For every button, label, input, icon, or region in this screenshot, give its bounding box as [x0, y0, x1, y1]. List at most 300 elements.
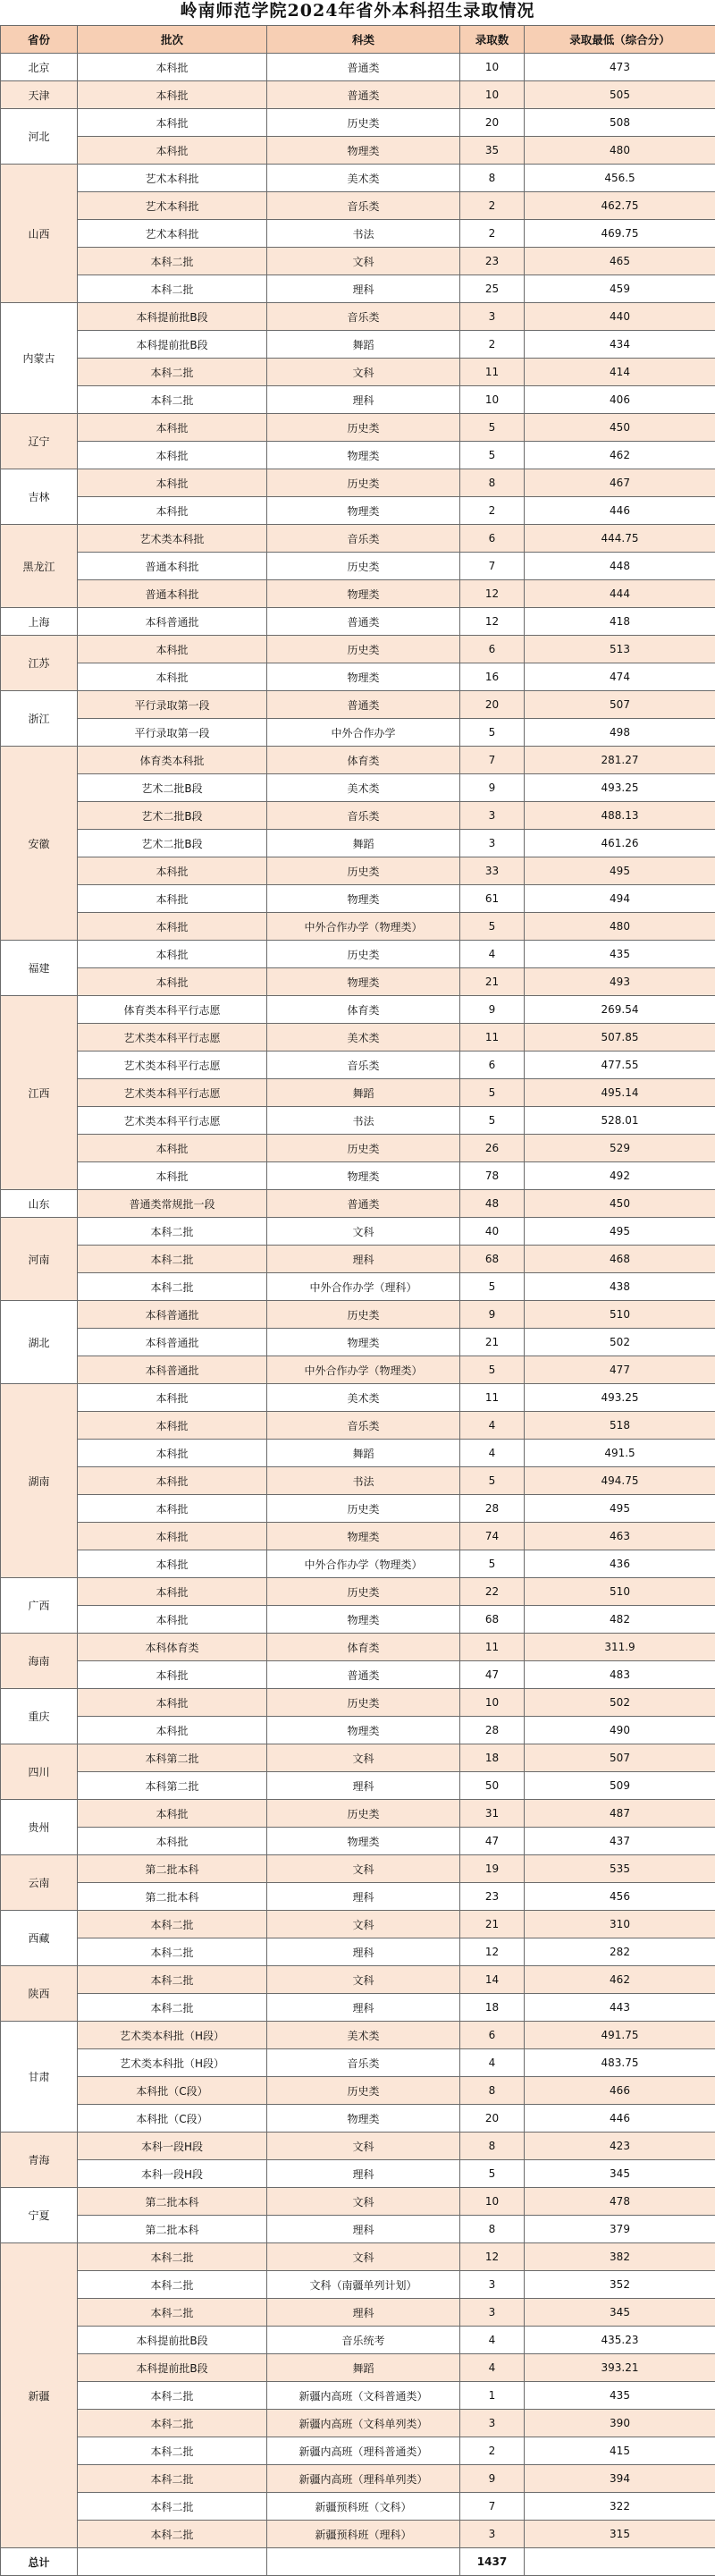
cell-batch: 本科批 [78, 54, 267, 81]
cell-category: 中外合作办学 [267, 719, 460, 747]
cell-admitted-count: 21 [460, 1911, 525, 1938]
cell-province: 西藏 [1, 1911, 78, 1966]
cell-batch: 体育类本科平行志愿 [78, 996, 267, 1024]
cell-min-score: 311.9 [525, 1634, 715, 1661]
cell-batch: 本科一段H段 [78, 2160, 267, 2188]
cell-min-score: 510 [525, 1301, 715, 1329]
cell-province: 上海 [1, 608, 78, 636]
cell-batch: 本科批 [78, 442, 267, 469]
cell-min-score: 379 [525, 2216, 715, 2243]
cell-category: 理科 [267, 1994, 460, 2022]
cell-admitted-count: 8 [460, 2077, 525, 2105]
table-row [1, 1661, 715, 1689]
cell-admitted-count: 11 [460, 1024, 525, 1052]
cell-batch: 本科普通批 [78, 1329, 267, 1356]
cell-admitted-count: 5 [460, 442, 525, 469]
cell-category: 新疆预科班（理科） [267, 2521, 460, 2548]
cell-category: 普通类 [267, 81, 460, 109]
table-row [1, 719, 715, 747]
table-row [1, 54, 715, 81]
cell-category: 音乐类 [267, 303, 460, 331]
cell-province: 浙江 [1, 691, 78, 747]
table-row [1, 2299, 715, 2327]
table-row [1, 1356, 715, 1384]
cell-min-score: 495.14 [525, 1079, 715, 1107]
cell-batch: 本科二批 [78, 2493, 267, 2521]
cell-admitted-count: 35 [460, 137, 525, 165]
cell-batch: 艺术本科批 [78, 220, 267, 248]
cell-category: 舞蹈 [267, 331, 460, 359]
cell-category: 音乐类 [267, 525, 460, 553]
cell-min-score: 493.25 [525, 774, 715, 802]
header-category: 科类 [267, 26, 460, 54]
cell-batch: 平行录取第一段 [78, 719, 267, 747]
table-row [1, 2160, 715, 2188]
cell-min-score: 281.27 [525, 747, 715, 774]
cell-admitted-count: 4 [460, 1440, 525, 1467]
cell-category: 舞蹈 [267, 830, 460, 857]
cell-admitted-count: 14 [460, 1966, 525, 1994]
cell-province: 贵州 [1, 1800, 78, 1855]
cell-province: 江苏 [1, 636, 78, 691]
cell-batch: 艺术类本科批（H段） [78, 2049, 267, 2077]
table-row [1, 553, 715, 580]
cell-batch: 本科批 [78, 857, 267, 885]
cell-batch: 艺术二批B段 [78, 774, 267, 802]
cell-admitted-count: 23 [460, 1883, 525, 1911]
cell-category: 物理类 [267, 580, 460, 608]
cell-admitted-count: 61 [460, 885, 525, 913]
cell-admitted-count: 47 [460, 1661, 525, 1689]
cell-category: 文科 [267, 1744, 460, 1772]
cell-province: 吉林 [1, 469, 78, 525]
cell-batch: 普通本科批 [78, 553, 267, 580]
table-row [1, 1966, 715, 1994]
cell-admitted-count: 8 [460, 2216, 525, 2243]
table-row [1, 109, 715, 137]
cell-category: 历史类 [267, 1495, 460, 1523]
admission-table [0, 25, 715, 2576]
cell-batch: 本科二批 [78, 386, 267, 414]
table-row [1, 2382, 715, 2410]
cell-category: 物理类 [267, 137, 460, 165]
cell-admitted-count: 3 [460, 2271, 525, 2299]
table-row [1, 1052, 715, 1079]
cell-batch: 本科批 [78, 1467, 267, 1495]
cell-admitted-count: 10 [460, 54, 525, 81]
cell-category: 文科 [267, 1966, 460, 1994]
cell-admitted-count: 25 [460, 275, 525, 303]
cell-category: 普通类 [267, 54, 460, 81]
cell-admitted-count: 10 [460, 81, 525, 109]
cell-admitted-count: 11 [460, 1384, 525, 1412]
cell-category: 美术类 [267, 1024, 460, 1052]
cell-admitted-count: 7 [460, 553, 525, 580]
cell-min-score: 450 [525, 1190, 715, 1218]
cell-min-score: 446 [525, 2105, 715, 2133]
table-row [1, 1550, 715, 1578]
cell-admitted-count: 10 [460, 1689, 525, 1717]
cell-province: 北京 [1, 54, 78, 81]
table-row [1, 220, 715, 248]
cell-category: 文科 [267, 1218, 460, 1246]
cell-category: 理科 [267, 275, 460, 303]
cell-min-score: 495 [525, 1495, 715, 1523]
cell-category: 物理类 [267, 2105, 460, 2133]
cell-province: 山东 [1, 1190, 78, 1218]
cell-admitted-count: 19 [460, 1855, 525, 1883]
cell-batch: 本科批 [78, 497, 267, 525]
table-row [1, 1855, 715, 1883]
cell-province: 四川 [1, 1744, 78, 1800]
cell-admitted-count: 5 [460, 414, 525, 442]
cell-admitted-count: 12 [460, 608, 525, 636]
cell-category: 新疆内高班（理科普通类） [267, 2437, 460, 2465]
cell-batch: 本科批 [78, 137, 267, 165]
cell-category: 物理类 [267, 1523, 460, 1550]
table-row [1, 2327, 715, 2354]
table-row [1, 691, 715, 719]
table-row [1, 1828, 715, 1855]
cell-category: 理科 [267, 1883, 460, 1911]
table-row [1, 497, 715, 525]
cell-province: 河南 [1, 1218, 78, 1301]
cell-admitted-count: 6 [460, 525, 525, 553]
cell-min-score: 502 [525, 1689, 715, 1717]
cell-min-score: 435 [525, 2382, 715, 2410]
cell-category: 理科 [267, 386, 460, 414]
table-row [1, 1329, 715, 1356]
table-row [1, 1772, 715, 1800]
cell-admitted-count: 5 [460, 719, 525, 747]
cell-category: 文科 [267, 1911, 460, 1938]
cell-batch: 本科批 [78, 1828, 267, 1855]
cell-category: 物理类 [267, 1717, 460, 1744]
cell-admitted-count: 7 [460, 747, 525, 774]
cell-batch: 普通本科批 [78, 580, 267, 608]
cell-batch: 本科二批 [78, 2521, 267, 2548]
table-row [1, 1024, 715, 1052]
header-min-score: 录取最低（综合分） [525, 26, 715, 54]
cell-batch: 本科批 [78, 1523, 267, 1550]
cell-category: 理科 [267, 2216, 460, 2243]
cell-batch: 本科体育类 [78, 1634, 267, 1661]
table-row [1, 1190, 715, 1218]
cell-min-score: 474 [525, 663, 715, 691]
cell-min-score: 468 [525, 1246, 715, 1273]
table-row [1, 913, 715, 941]
cell-admitted-count: 40 [460, 1218, 525, 1246]
cell-min-score: 269.54 [525, 996, 715, 1024]
cell-min-score: 507 [525, 691, 715, 719]
cell-category: 理科 [267, 2160, 460, 2188]
cell-batch: 第二批本科 [78, 1855, 267, 1883]
header-admitted-count: 录取数 [460, 26, 525, 54]
cell-batch: 本科二批 [78, 1218, 267, 1246]
cell-province: 宁夏 [1, 2188, 78, 2243]
cell-admitted-count: 2 [460, 2437, 525, 2465]
cell-admitted-count: 11 [460, 1634, 525, 1661]
cell-admitted-count: 22 [460, 1578, 525, 1606]
cell-min-score: 483 [525, 1661, 715, 1689]
cell-category: 历史类 [267, 1689, 460, 1717]
cell-batch: 本科批 [78, 81, 267, 109]
table-row [1, 1938, 715, 1966]
table-row [1, 1135, 715, 1162]
cell-min-score: 456.5 [525, 165, 715, 192]
cell-admitted-count: 4 [460, 1412, 525, 1440]
cell-min-score: 505 [525, 81, 715, 109]
cell-admitted-count: 8 [460, 165, 525, 192]
cell-batch: 本科批 [78, 109, 267, 137]
cell-batch: 艺术类本科批（H段） [78, 2022, 267, 2049]
table-row [1, 2077, 715, 2105]
cell-batch: 本科二批 [78, 2410, 267, 2437]
table-row [1, 747, 715, 774]
table-row [1, 802, 715, 830]
table-row [1, 275, 715, 303]
table-row [1, 857, 715, 885]
cell-batch: 本科二批 [78, 359, 267, 386]
cell-admitted-count: 28 [460, 1495, 525, 1523]
cell-category: 历史类 [267, 553, 460, 580]
cell-min-score: 435 [525, 941, 715, 968]
cell-admitted-count: 31 [460, 1800, 525, 1828]
cell-category: 舞蹈 [267, 1079, 460, 1107]
cell-batch: 艺术二批B段 [78, 802, 267, 830]
cell-batch: 本科二批 [78, 1273, 267, 1301]
cell-category: 历史类 [267, 1578, 460, 1606]
cell-batch: 艺术本科批 [78, 192, 267, 220]
table-row [1, 248, 715, 275]
cell-min-score: 480 [525, 137, 715, 165]
cell-min-score: 491.5 [525, 1440, 715, 1467]
cell-batch: 本科二批 [78, 1994, 267, 2022]
cell-category: 物理类 [267, 1162, 460, 1190]
cell-batch: 本科二批 [78, 2437, 267, 2465]
cell-province: 内蒙古 [1, 303, 78, 414]
cell-category: 体育类 [267, 747, 460, 774]
cell-min-score: 438 [525, 1273, 715, 1301]
cell-category: 中外合作办学（理科） [267, 1273, 460, 1301]
cell-batch: 艺术类本科平行志愿 [78, 1079, 267, 1107]
cell-min-score: 466 [525, 2077, 715, 2105]
table-row [1, 137, 715, 165]
cell-min-score: 393.21 [525, 2354, 715, 2382]
cell-admitted-count: 5 [460, 1107, 525, 1135]
table-row [1, 1578, 715, 1606]
cell-admitted-count: 74 [460, 1523, 525, 1550]
page-title: 岭南师范学院2024年省外本科招生录取情况 [0, 0, 715, 25]
cell-batch: 本科提前批B段 [78, 2327, 267, 2354]
cell-admitted-count: 4 [460, 2049, 525, 2077]
table-row [1, 1467, 715, 1495]
cell-batch: 本科批 [78, 1606, 267, 1634]
cell-batch: 本科二批 [78, 248, 267, 275]
cell-batch: 本科提前批B段 [78, 331, 267, 359]
table-row [1, 1606, 715, 1634]
cell-category: 历史类 [267, 109, 460, 137]
cell-batch: 本科二批 [78, 1911, 267, 1938]
table-row [1, 2437, 715, 2465]
cell-min-score: 443 [525, 1994, 715, 2022]
cell-admitted-count: 6 [460, 2022, 525, 2049]
cell-min-score: 434 [525, 331, 715, 359]
cell-category: 普通类 [267, 608, 460, 636]
cell-batch: 本科提前批B段 [78, 2354, 267, 2382]
cell-category: 文科 [267, 2243, 460, 2271]
cell-category: 文科 [267, 248, 460, 275]
cell-min-score: 493.25 [525, 1384, 715, 1412]
table-row [1, 1717, 715, 1744]
cell-admitted-count: 5 [460, 1079, 525, 1107]
cell-batch: 艺术类本科平行志愿 [78, 1024, 267, 1052]
cell-min-score: 435.23 [525, 2327, 715, 2354]
cell-admitted-count: 3 [460, 830, 525, 857]
cell-admitted-count: 9 [460, 2465, 525, 2493]
cell-min-score: 473 [525, 54, 715, 81]
cell-category: 历史类 [267, 1135, 460, 1162]
cell-admitted-count: 48 [460, 1190, 525, 1218]
cell-min-score: 345 [525, 2299, 715, 2327]
cell-batch: 本科批 [78, 1717, 267, 1744]
table-row [1, 386, 715, 414]
cell-category: 新疆预科班（文科） [267, 2493, 460, 2521]
cell-admitted-count: 20 [460, 109, 525, 137]
total-count: 1437 [460, 2548, 525, 2576]
table-row [1, 996, 715, 1024]
cell-admitted-count: 12 [460, 2243, 525, 2271]
table-row [1, 1523, 715, 1550]
cell-min-score: 535 [525, 1855, 715, 1883]
table-row [1, 663, 715, 691]
table-row [1, 1689, 715, 1717]
cell-batch: 本科二批 [78, 1966, 267, 1994]
table-row [1, 2216, 715, 2243]
cell-batch: 艺术类本科平行志愿 [78, 1052, 267, 1079]
cell-category: 理科 [267, 2299, 460, 2327]
table-row [1, 81, 715, 109]
cell-batch: 本科批 [78, 1495, 267, 1523]
table-row [1, 1911, 715, 1938]
cell-province: 陕西 [1, 1966, 78, 2022]
cell-category: 物理类 [267, 1606, 460, 1634]
table-row [1, 2133, 715, 2160]
cell-category: 理科 [267, 1772, 460, 1800]
cell-province: 福建 [1, 941, 78, 996]
cell-min-score: 390 [525, 2410, 715, 2437]
cell-batch: 本科普通批 [78, 608, 267, 636]
cell-admitted-count: 1 [460, 2382, 525, 2410]
cell-batch: 本科二批 [78, 1246, 267, 1273]
cell-min-score: 528.01 [525, 1107, 715, 1135]
cell-admitted-count: 6 [460, 1052, 525, 1079]
table-row [1, 1218, 715, 1246]
table-row [1, 636, 715, 663]
cell-batch: 本科批 [78, 1800, 267, 1828]
table-row [1, 1079, 715, 1107]
cell-min-score: 509 [525, 1772, 715, 1800]
table-row [1, 1800, 715, 1828]
cell-batch: 普通类常规批一段 [78, 1190, 267, 1218]
cell-min-score: 482 [525, 1606, 715, 1634]
cell-admitted-count: 3 [460, 303, 525, 331]
table-row [1, 469, 715, 497]
cell-batch: 艺术二批B段 [78, 830, 267, 857]
cell-province: 湖南 [1, 1384, 78, 1578]
cell-admitted-count: 16 [460, 663, 525, 691]
cell-admitted-count: 21 [460, 968, 525, 996]
table-row [1, 2465, 715, 2493]
cell-batch: 第二批本科 [78, 1883, 267, 1911]
cell-category: 美术类 [267, 165, 460, 192]
cell-min-score: 488.13 [525, 802, 715, 830]
cell-province: 新疆 [1, 2243, 78, 2548]
table-row [1, 2188, 715, 2216]
cell-category: 历史类 [267, 941, 460, 968]
cell-batch: 本科批 [78, 968, 267, 996]
cell-province: 河北 [1, 109, 78, 165]
cell-admitted-count: 12 [460, 1938, 525, 1966]
cell-batch: 本科批 [78, 941, 267, 968]
cell-admitted-count: 5 [460, 913, 525, 941]
table-row [1, 192, 715, 220]
cell-batch: 本科批 [78, 1661, 267, 1689]
cell-batch: 本科二批 [78, 1938, 267, 1966]
cell-min-score: 495 [525, 857, 715, 885]
table-row [1, 331, 715, 359]
cell-admitted-count: 68 [460, 1246, 525, 1273]
cell-batch: 本科批（C段） [78, 2105, 267, 2133]
table-row [1, 414, 715, 442]
cell-province: 黑龙江 [1, 525, 78, 608]
cell-admitted-count: 5 [460, 1550, 525, 1578]
cell-min-score: 310 [525, 1911, 715, 1938]
cell-batch: 第二批本科 [78, 2188, 267, 2216]
cell-min-score: 480 [525, 913, 715, 941]
cell-min-score: 446 [525, 497, 715, 525]
cell-min-score: 345 [525, 2160, 715, 2188]
cell-batch: 本科批 [78, 1384, 267, 1412]
cell-batch: 本科批 [78, 1412, 267, 1440]
cell-category: 历史类 [267, 857, 460, 885]
cell-batch: 本科批 [78, 1689, 267, 1717]
table-row [1, 359, 715, 386]
cell-category: 舞蹈 [267, 1440, 460, 1467]
cell-category: 物理类 [267, 885, 460, 913]
table-row [1, 968, 715, 996]
cell-min-score: 394 [525, 2465, 715, 2493]
cell-category: 物理类 [267, 1329, 460, 1356]
cell-province: 江西 [1, 996, 78, 1190]
cell-batch: 艺术本科批 [78, 165, 267, 192]
cell-category: 音乐统考 [267, 2327, 460, 2354]
cell-min-score: 493 [525, 968, 715, 996]
cell-admitted-count: 20 [460, 2105, 525, 2133]
cell-min-score: 510 [525, 1578, 715, 1606]
table-row [1, 1883, 715, 1911]
cell-category: 中外合作办学（物理类） [267, 913, 460, 941]
total-empty-cell [525, 2548, 715, 2576]
table-row [1, 2243, 715, 2271]
cell-admitted-count: 5 [460, 1467, 525, 1495]
cell-admitted-count: 18 [460, 1744, 525, 1772]
table-row [1, 2521, 715, 2548]
table-row [1, 2493, 715, 2521]
cell-category: 物理类 [267, 663, 460, 691]
total-empty-cell [78, 2548, 267, 2576]
cell-min-score: 477.55 [525, 1052, 715, 1079]
